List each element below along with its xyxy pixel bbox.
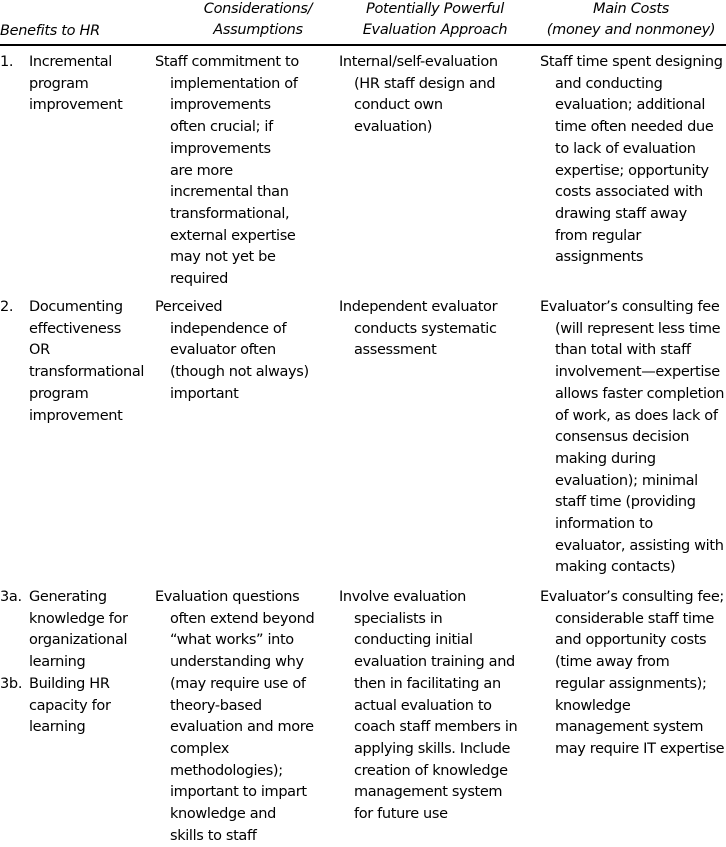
cell-line: important <box>170 385 239 402</box>
cell-line: improvement <box>29 407 123 424</box>
cell-line: methodologies); <box>170 762 283 779</box>
cell-benefit <box>29 52 122 117</box>
cell-line: evaluation and more <box>170 719 314 736</box>
header-considerations <box>188 0 328 41</box>
cell-line: management system <box>555 719 704 736</box>
cell-line: conducting initial <box>354 632 473 649</box>
cell-line: time often needed due <box>555 119 714 136</box>
cell-costs <box>540 52 723 269</box>
header-line: Potentially Powerful <box>366 1 504 17</box>
cell-line: conducts systematic <box>354 320 497 337</box>
header-line: Evaluation Approach <box>362 22 508 38</box>
cell-line: learning <box>29 719 86 736</box>
cell-line: capacity for <box>29 697 111 714</box>
cell-line: improvement <box>29 97 123 114</box>
cell-line: evaluation); minimal <box>555 472 698 489</box>
header-benefits-line: Benefits to HR <box>0 23 100 39</box>
cell-line: evaluation training and <box>354 654 515 671</box>
cell-line: Generating <box>29 589 107 605</box>
cell-line: often extend beyond <box>170 610 315 627</box>
cell-line: management system <box>354 784 503 801</box>
header-line: Considerations/ <box>203 1 313 17</box>
row-number: 2. <box>0 299 14 315</box>
cell-line: organizational <box>29 632 128 649</box>
cell-line: assessment <box>354 342 437 359</box>
cell-line: Involve evaluation <box>339 589 467 605</box>
cell-line: Staff time spent designing <box>540 54 723 70</box>
cell-line: complex <box>170 740 229 757</box>
cell-line: improvements <box>170 97 271 114</box>
cell-line: skills to staff <box>170 827 257 844</box>
header-line: (money and nonmoney) <box>546 22 716 38</box>
cell-line: for future use <box>354 806 448 823</box>
cell-line: evaluator, assisting with <box>555 537 724 554</box>
cell-line: Documenting <box>29 299 123 315</box>
cell-line: and opportunity costs <box>555 632 707 649</box>
cell-line: transformational, <box>170 205 290 222</box>
cell-line: theory-based <box>170 697 262 714</box>
cell-line: knowledge for <box>29 610 128 627</box>
cell-considerations <box>155 587 314 847</box>
cell-line: important to impart <box>170 784 307 801</box>
cell-line: (time away from <box>555 654 670 671</box>
cell-line: assignments <box>555 249 644 266</box>
cell-line: creation of knowledge <box>354 762 508 779</box>
header-rule <box>0 44 726 46</box>
cell-line: transformational <box>29 364 145 381</box>
cell-line: (though not always) <box>170 364 309 381</box>
cell-line: Evaluator’s consulting fee; <box>540 589 724 605</box>
cell-costs <box>540 297 724 579</box>
cell-benefit <box>29 674 111 739</box>
cell-line: (will represent less time <box>555 320 721 337</box>
cell-line: Perceived <box>155 299 223 315</box>
cell-line: to lack of evaluation <box>555 140 696 157</box>
cell-line: of work, as does lack of <box>555 407 718 424</box>
cell-line: Internal/self-evaluation <box>339 54 498 70</box>
cell-line: regular assignments); <box>555 675 707 692</box>
cell-line: program <box>29 75 89 92</box>
cell-line: (may require use of <box>170 675 306 692</box>
cell-considerations <box>155 297 309 406</box>
cell-line: evaluation) <box>354 119 433 136</box>
header-line: Assumptions <box>213 22 303 38</box>
cell-line: applying skills. Include <box>354 740 511 757</box>
cell-line: conduct own <box>354 97 443 114</box>
cell-line: required <box>170 271 228 288</box>
cell-approach <box>339 52 498 139</box>
cell-line: drawing staff away <box>555 205 687 222</box>
header-line: Main Costs <box>592 1 669 17</box>
cell-line: specialists in <box>354 610 443 627</box>
cell-benefit <box>29 587 128 674</box>
cell-line: making contacts) <box>555 559 676 576</box>
cell-line: knowledge and <box>170 806 276 823</box>
cell-line: may not yet be <box>170 249 276 266</box>
cell-line: staff time (providing <box>555 494 696 511</box>
cell-line: independence of <box>170 320 287 337</box>
cell-line: considerable staff time <box>555 610 715 627</box>
cell-line: involvement—expertise <box>555 364 720 381</box>
cell-line: often crucial; if <box>170 119 273 136</box>
cell-approach <box>339 297 497 362</box>
cell-line: then in facilitating an <box>354 675 501 692</box>
cell-line: evaluation; additional <box>555 97 706 114</box>
cell-line: (HR staff design and <box>354 75 496 92</box>
cell-line: evaluator often <box>170 342 276 359</box>
header-costs <box>536 0 726 41</box>
cell-line: actual evaluation to <box>354 697 492 714</box>
cell-line: Independent evaluator <box>339 299 498 315</box>
cell-line: are more <box>170 162 233 179</box>
cell-line: learning <box>29 654 86 671</box>
cell-line: “what works” into <box>170 632 294 649</box>
row-number: 1. <box>0 54 14 70</box>
cell-line: Evaluator’s consulting fee <box>540 299 720 315</box>
cell-line: understanding why <box>170 654 304 671</box>
cell-line: information to <box>555 516 653 533</box>
cell-line: OR <box>29 342 50 359</box>
header-approach <box>340 0 530 41</box>
cell-line: knowledge <box>555 697 631 714</box>
header-benefits <box>0 21 100 42</box>
row-number: 3b. <box>0 675 23 692</box>
cell-line: making during <box>555 450 656 467</box>
cell-costs <box>540 587 724 761</box>
cell-line: coach staff members in <box>354 719 518 736</box>
cell-considerations <box>155 52 299 291</box>
cell-line: consensus decision <box>555 429 690 446</box>
cell-line: Building HR <box>29 675 110 692</box>
cell-line: and conducting <box>555 75 663 92</box>
cell-line: from regular <box>555 227 641 244</box>
cell-approach <box>339 587 517 826</box>
cell-line: Evaluation questions <box>155 589 300 605</box>
cell-line: improvements <box>170 140 271 157</box>
cell-line: implementation of <box>170 75 298 92</box>
cell-line: Staff commitment to <box>155 54 299 70</box>
row-number: 3a. <box>0 589 22 605</box>
cell-line: allows faster completion <box>555 385 725 402</box>
cell-line: costs associated with <box>555 184 703 201</box>
cell-line: effectiveness <box>29 320 121 337</box>
cell-line: program <box>29 385 89 402</box>
cell-line: may require IT expertise <box>555 740 725 757</box>
cell-line: Incremental <box>29 54 112 70</box>
cell-line: than total with staff <box>555 342 691 359</box>
cell-line: expertise; opportunity <box>555 162 709 179</box>
cell-line: incremental than <box>170 184 289 201</box>
cell-line: external expertise <box>170 227 296 244</box>
cell-benefit <box>29 297 144 427</box>
